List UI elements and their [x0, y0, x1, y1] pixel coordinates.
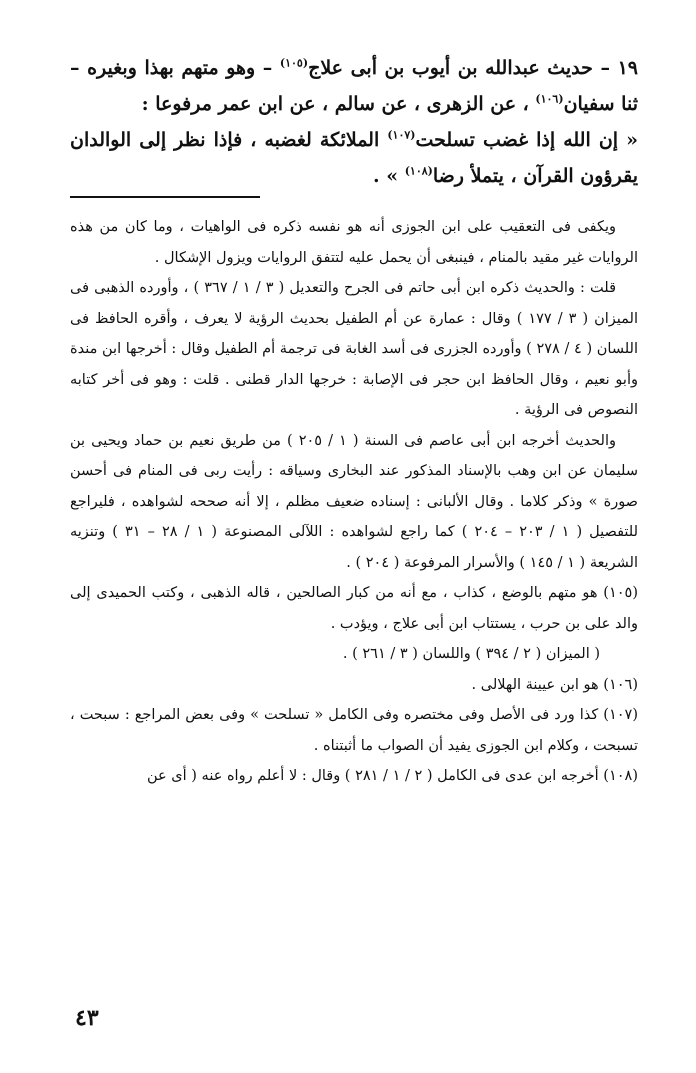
footnote-text: هو ابن عيينة الهلالى . [471, 676, 599, 693]
footnote-ref-106[interactable]: (١٠٦) [535, 92, 564, 106]
commentary [70, 212, 638, 792]
footnote-text: كذا ورد فى الأصل وفى مختصره وفى الكامل « تسلحت » وفى بعض المراجع : سبحت ، تسبحت ، وكلام ابن الجوزى يفيد أن الصواب ما أثبتناه . [70, 707, 638, 754]
separator-rule [70, 196, 260, 198]
hadith-text-c: » . [372, 165, 405, 187]
hadith-isnad [70, 50, 638, 122]
hadith-text-a: « إن الله إذا غضب تسلحت [415, 129, 638, 151]
paragraph-2: قلت : والحديث ذكره ابن أبى حاتم فى الجرح والتعديل ( ٣ / ١ / ٣٦٧ ) ، وأورده الذهبى فى الميزان ( ٣ / ١٧٧ ) وقال : عمارة عن أم الطفيل بحديث الرؤية لا يعرف ، وأقره الحافظ فى اللسان ( ٤ / ٢٧٨ ) وأورده الجزرى فى أسد الغابة فى ترجمة أم الطفيل وقال : أخرجها ابن مندة وأبو نعيم ، وقال الحافظ ابن حجر فى الإصابة : خرجها الدار قطنى . قلت : وهو فى أخر كتابه النصوص فى الرؤية . [70, 280, 638, 418]
hadith-block [70, 50, 638, 194]
footnote-number: (١٠٨) [603, 768, 638, 784]
footnote-text: أخرجه ابن عدى فى الكامل ( ٢ / ١ / ٢٨١ ) وقال : لا أعلم رواه عنه ( أى عن [147, 768, 599, 784]
hadith-line-1: ١٩ – حديث عبدالله بن أيوب بن أبى علاج [308, 57, 638, 79]
footnote-107 [70, 700, 638, 761]
hadith-line-1c: ، عن الزهرى ، عن سالم ، عن ابن عمر مرفوعا : [141, 93, 536, 115]
footnote-number: (١٠٧) [603, 707, 638, 723]
footnote-text: هو متهم بالوضع ، كذاب ، مع أنه من كبار الصالحين ، قاله الذهبى ، وكتب الحميدى إلى والد على بن حرب ، يستتاب ابن أبى علاج ، ويؤدب . [70, 585, 638, 632]
footnote-106 [70, 670, 638, 701]
footnote-ref-108[interactable]: (١٠٨) [404, 164, 433, 178]
hadith-line-1b: – وهو متهم بهذا وبغيره – ثنا سفيان [70, 57, 638, 115]
footnote-number: (١٠٦) [603, 676, 638, 693]
paragraph-1: ويكفى فى التعقيب على ابن الجوزى أنه هو نفسه ذكره فى الواهيات ، وما كان من هذه الروايات غير مقيد بالمنام ، فينبغى أن يحمل عليه لتتفق الروايات ويزول الإشكال . [70, 219, 638, 266]
footnote-number: (١٠٥) [603, 585, 638, 601]
footnote-ref-107[interactable]: (١٠٧) [387, 128, 416, 142]
page-number: ٤٣ [75, 1005, 99, 1031]
footnote-108 [70, 761, 638, 792]
footnote-source: ( الميزان ( ٢ / ٣٩٤ ) واللسان ( ٣ / ٢٦١ ) . [342, 646, 600, 662]
footnote-105-source [70, 639, 638, 670]
paragraph-3: والحديث أخرجه ابن أبى عاصم فى السنة ( ١ / ٢٠٥ ) من طريق نعيم بن حماد ويحيى بن سليمان عن ابن وهب بالإسناد المذكور عند البخارى وسياقه : رأيت ربى فى المنام فى أحسن صورة » وذكر كلاما . وقال الألبانى : إسناده ضعيف مظلم ، إلا أنه صححه لشواهده ، فليراجع للتفصيل ( ١ / ٢٠٣ – ٢٠٤ ) كما راجع لشواهده : اللآلى المصنوعة ( ١ / ٢٨ – ٣١ ) وتنزيه الشريعة ( ١ / ١٤٥ ) والأسرار المرفوعة ( ٢٠٤ ) . [70, 432, 639, 571]
hadith-matn [70, 122, 638, 194]
hadith-text-b: الملائكة لغضبه ، فإذا نظر إلى الوالدان يقرؤون القرآن ، يتملأ رضا [70, 129, 638, 187]
footnote-105 [70, 578, 638, 639]
footnote-ref-105[interactable]: (١٠٥) [279, 56, 309, 70]
page-content [70, 50, 638, 792]
